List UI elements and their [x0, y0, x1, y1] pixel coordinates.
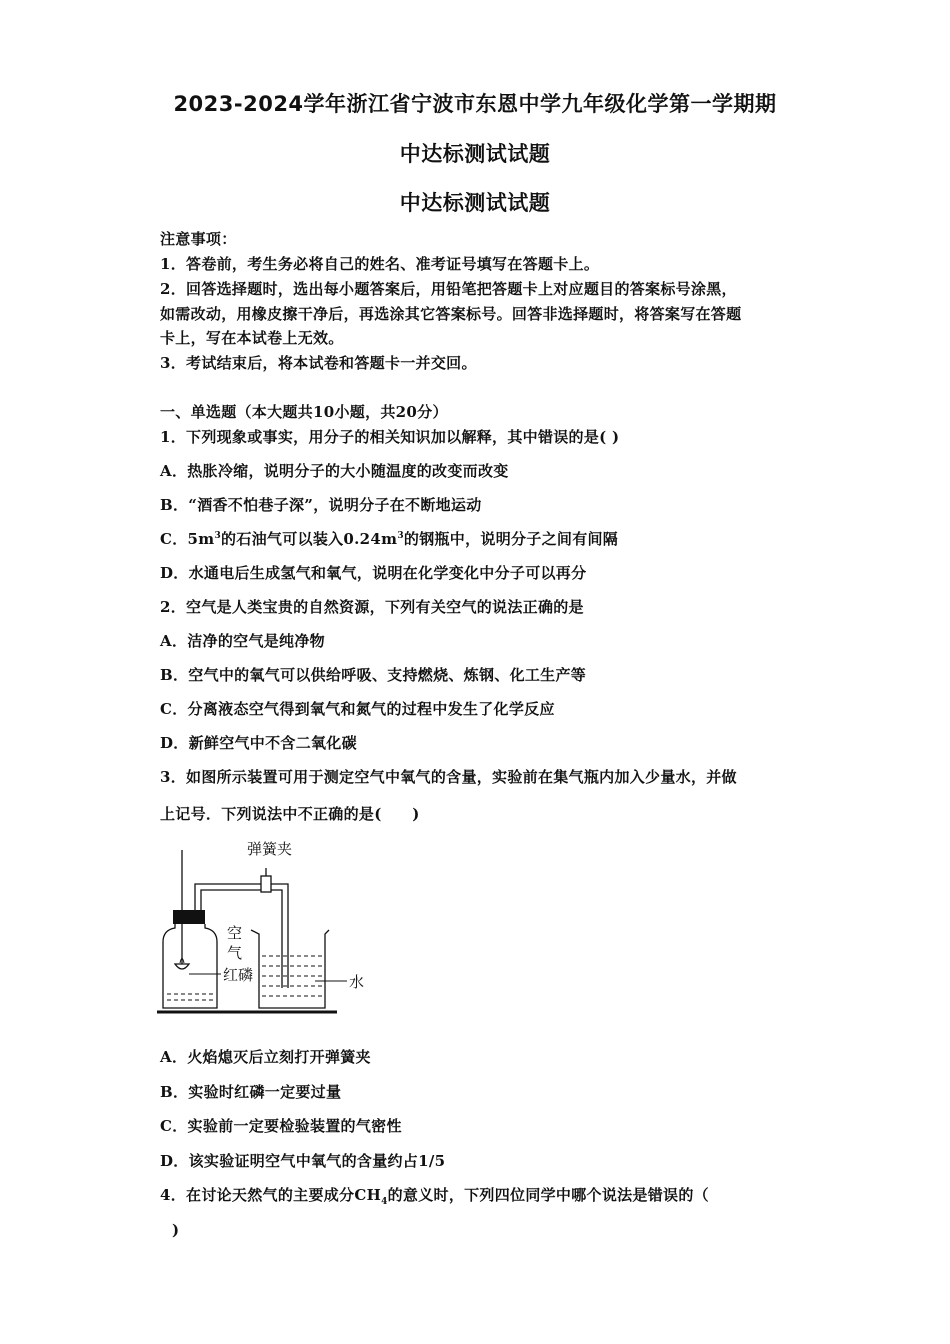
q2-option-a: A．洁净的空气是纯净物: [160, 632, 325, 650]
q2-option-b: B．空气中的氧气可以供给呼吸、支持燃烧、炼钢、化工生产等: [160, 666, 587, 684]
note-item-2-line-3: 卡上，写在本试卷上无效。: [160, 329, 344, 347]
q3-option-d: D．该实验证明空气中氧气的含量约占1/5: [160, 1152, 446, 1170]
q2-option-d: D．新鲜空气中不含二氧化碳: [160, 734, 357, 752]
q3-option-a: A．火焰熄灭后立刻打开弹簧夹: [160, 1048, 371, 1066]
label-air-1: 空: [227, 924, 243, 942]
q4-stem-prefix: 4．在讨论天然气的主要成分CH: [160, 1186, 382, 1204]
note-item-2-line-1: 2．回答选择题时，选出每小题答案后，用铅笔把答题卡上对应题目的答案标号涂黑，: [160, 280, 737, 298]
q1-stem: 1．下列现象或事实，用分子的相关知识加以解释，其中错误的是( ): [160, 428, 620, 446]
note-item-2-line-2: 如需改动，用橡皮擦干净后，再选涂其它答案标号。回答非选择题时，将答案写在答题: [160, 305, 742, 323]
note-item-1: 1．答卷前，考生务必将自己的姓名、准考证号填写在答题卡上。: [160, 255, 600, 273]
label-air-2: 气: [227, 944, 243, 962]
notes-heading: 注意事项：: [160, 230, 237, 248]
spring-clamp: [261, 876, 271, 892]
gas-collecting-bottle: [163, 924, 217, 1008]
q4-stem: [160, 1184, 709, 1205]
bottle-stopper: [173, 910, 205, 924]
q1-option-a: A．热胀冷缩，说明分子的大小随温度的改变而改变: [160, 462, 509, 480]
q1-option-c-mid: 的石油气可以装入0.24m: [221, 530, 398, 548]
q1-option-c: [160, 528, 618, 549]
combustion-spoon-bowl: [175, 964, 189, 969]
exam-title-line-3: 中达标测试试题: [399, 191, 551, 215]
label-red-phosphorus: 红磷: [223, 966, 254, 984]
q4-stem-suffix: 的意义时，下列四位同学中哪个说法是错误的（: [387, 1186, 709, 1204]
note-item-3: 3．考试结束后，将本试卷和答题卡一并交回。: [160, 354, 477, 372]
q1-option-c-suffix: 的钢瓶中，说明分子之间有间隔: [403, 530, 619, 548]
q4-stem-close: ): [172, 1221, 180, 1239]
q1-option-b: B．“酒香不怕巷子深”，说明分子在不断地运动: [160, 496, 482, 514]
q3-stem-line-2: 上记号．下列说法中不正确的是( ): [160, 805, 420, 823]
oxygen-measurement-apparatus-figure: [155, 838, 395, 1018]
exam-title-line-1: 2023-2024学年浙江省宁波市东恩中学九年级化学第一学期期: [173, 92, 777, 116]
q1-option-c-sup-1: 3: [214, 531, 222, 541]
q3-option-c: C．实验前一定要检验装置的气密性: [160, 1117, 402, 1135]
q1-option-d: D．水通电后生成氢气和氧气，说明在化学变化中分子可以再分: [160, 564, 587, 582]
label-water: 水: [349, 973, 365, 991]
q2-stem: 2．空气是人类宝贵的自然资源，下列有关空气的说法正确的是: [160, 598, 584, 616]
q1-option-c-sup-2: 3: [397, 531, 404, 541]
exam-title-line-2: 中达标测试试题: [399, 142, 551, 166]
q2-option-c: C．分离液态空气得到氧气和氮气的过程中发生了化学反应: [160, 700, 555, 718]
q4-stem-subscript: 4: [381, 1197, 388, 1207]
q3-option-b: B．实验时红磷一定要过量: [160, 1083, 342, 1101]
q3-stem-line-1: 3．如图所示装置可用于测定空气中氧气的含量，实验前在集气瓶内加入少量水，并做: [160, 768, 737, 786]
q1-option-c-prefix: C．5m: [160, 530, 215, 548]
section-heading: 一、单选题（本大题共10小题，共20分）: [160, 403, 448, 421]
label-spring-clamp: 弹簧夹: [247, 840, 293, 858]
